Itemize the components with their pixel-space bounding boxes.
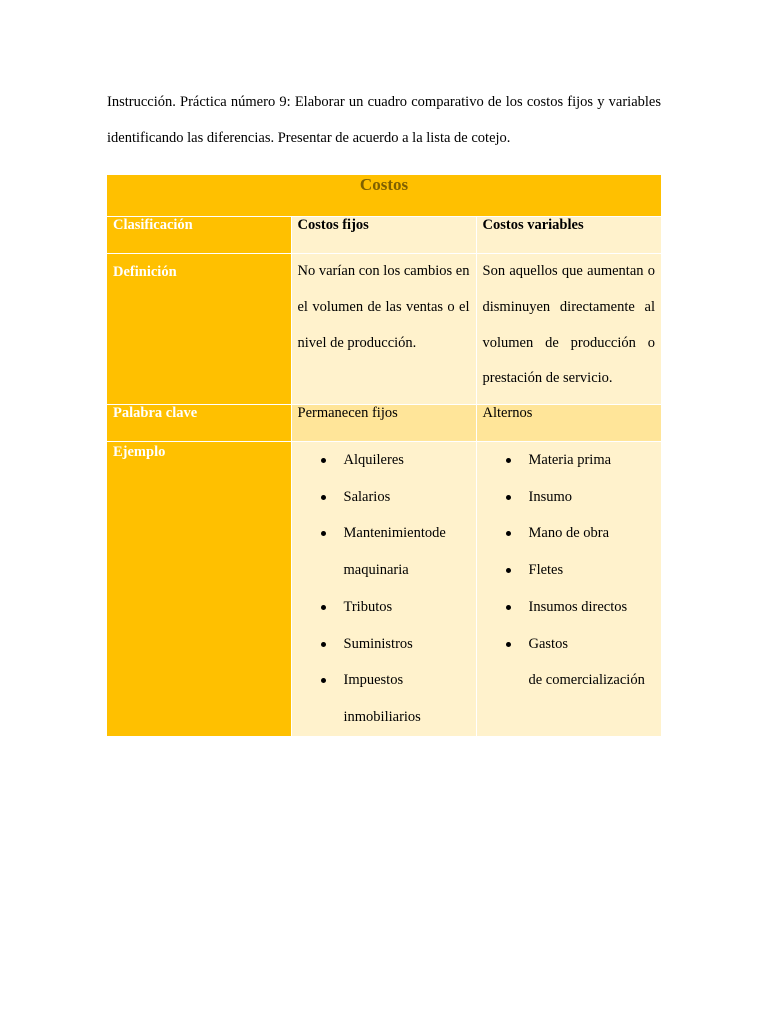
list-item: Fletes [483,552,656,589]
ejemplo-costos-fijos [291,442,476,737]
ejemplo-variables-list [483,442,656,699]
list-item: Insumos directos [483,589,656,626]
palabra-clave-costos-fijos: Permanecen fijos [291,405,476,442]
bullet-icon [321,642,326,647]
column-header-costos-fijos: Costos fijos [291,217,476,254]
palabra-clave-costos-variables: Alternos [476,405,661,442]
row-label-palabra-clave: Palabra clave [107,405,291,442]
word: de [432,525,446,542]
row-label-definicion: Definición [107,254,291,405]
list-item: Impuestos inmobiliarios [298,662,470,735]
column-header-costos-variables: Costos variables [476,217,661,254]
bullet-icon [506,605,511,610]
instruction-paragraph: Instrucción. Práctica número 9: Elaborar un cuadro comparativo de los costos fijos y variables identificando las diferencias. Presentar de acuerdo a la lista de cotejo. [107,94,661,146]
bullet-icon [506,495,511,500]
bullet-icon [321,605,326,610]
definicion-costos-variables: Son aquellos que aumentan o disminuyen directamente al volumen de producción o prestación de servicio. [476,254,661,405]
table-row-clasificacion [107,217,661,254]
mantenimiento-line [344,515,470,552]
table-title: Costos [107,175,661,217]
table-row-ejemplo [107,442,661,737]
list-item: Gastos de comercialización [483,626,656,699]
bullet-icon [321,678,326,683]
list-item: Tributos [298,589,470,626]
list-item: Insumo [483,479,656,516]
row-label-ejemplo: Ejemplo [107,442,291,737]
costs-comparison-table [107,174,661,736]
table-row-palabra-clave [107,405,661,442]
list-item: Salarios [298,479,470,516]
row-label-clasificacion: Clasificación [107,217,291,254]
list-item: Suministros [298,626,470,663]
list-item: Mantenimientode maquinaria [298,515,470,588]
bullet-icon [506,531,511,536]
list-item: Mano de obra [483,515,656,552]
ejemplo-fijos-list [298,442,470,736]
word: Mantenimiento [343,525,433,542]
table-title-row [107,175,661,217]
bullet-icon [321,531,326,536]
bullet-icon [321,495,326,500]
table-row-definicion [107,254,661,405]
bullet-icon [506,642,511,647]
bullet-icon [321,458,326,463]
bullet-icon [506,568,511,573]
list-item: Alquileres [298,442,470,479]
list-item: Materia prima [483,442,656,479]
ejemplo-costos-variables [476,442,661,737]
definicion-costos-fijos: No varían con los cambios en el volumen de las ventas o el nivel de producción. [291,254,476,405]
bullet-icon [506,458,511,463]
